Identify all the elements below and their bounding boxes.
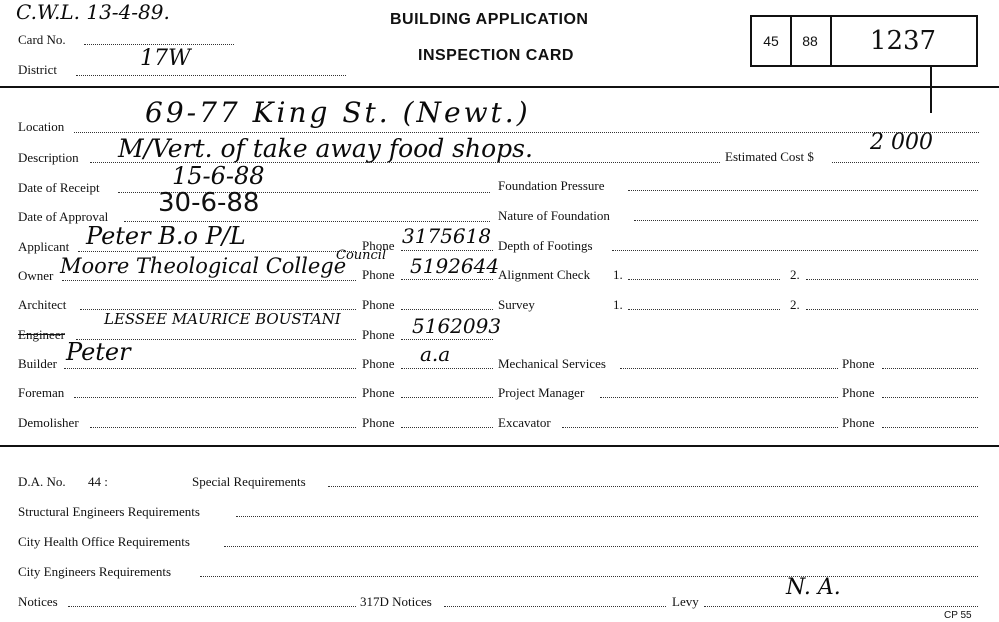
estimated-cost-label: Estimated Cost $ bbox=[725, 149, 814, 164]
applicant-phone-value: 3175618 bbox=[402, 224, 492, 248]
city-engineers-dotline bbox=[200, 576, 978, 577]
applicant-dotline bbox=[78, 251, 356, 252]
notices-dotline bbox=[68, 606, 356, 607]
title-line-2: INSPECTION CARD bbox=[418, 47, 574, 64]
date-approval-value: 30-6-88 bbox=[158, 188, 260, 218]
foreman-phone-dotline bbox=[401, 397, 493, 398]
mechanical-services-label: Mechanical Services bbox=[498, 356, 606, 371]
builder-phone-dotline bbox=[401, 368, 493, 369]
demolisher-phone-dotline bbox=[401, 427, 493, 428]
builder-phone-label: Phone bbox=[362, 356, 395, 371]
alignment-check-two-dotline bbox=[806, 279, 978, 280]
depth-footings-dotline bbox=[612, 250, 978, 251]
nature-foundation-label: Nature of Foundation bbox=[498, 208, 610, 223]
notices-317d-label: 317D Notices bbox=[360, 594, 432, 609]
alignment-check-one-dotline bbox=[628, 279, 780, 280]
demolisher-phone-label: Phone bbox=[362, 415, 395, 430]
applicant-label: Applicant bbox=[18, 239, 70, 254]
owner-phone-label: Phone bbox=[362, 267, 395, 282]
builder-phone-value: a.a bbox=[420, 342, 451, 366]
alignment-check-two: 2. bbox=[790, 267, 800, 282]
structural-dotline bbox=[236, 516, 978, 517]
structural-label: Structural Engineers Requirements bbox=[18, 504, 200, 519]
district-label: District bbox=[18, 62, 57, 77]
foundation-pressure-dotline bbox=[628, 190, 978, 191]
nature-foundation-dotline bbox=[634, 220, 978, 221]
card-no-dotline bbox=[84, 44, 234, 45]
engineer-value: LESSEE MAURICE BOUSTANI bbox=[104, 310, 341, 328]
engineer-phone-label: Phone bbox=[362, 327, 395, 342]
survey-two-dotline bbox=[806, 309, 978, 310]
applicant-phone-dotline bbox=[401, 250, 493, 251]
health-label: City Health Office Requirements bbox=[18, 534, 190, 549]
card-box-a: 45 bbox=[752, 17, 792, 65]
excavator-label: Excavator bbox=[498, 415, 551, 430]
date-receipt-label: Date of Receipt bbox=[18, 180, 100, 195]
foreman-phone-label: Phone bbox=[362, 385, 395, 400]
mechanical-phone-dotline bbox=[882, 368, 978, 369]
foreman-label: Foreman bbox=[18, 385, 65, 400]
location-value: 69-77 King St. (Newt.) bbox=[145, 96, 531, 129]
da-no-value: 44 : bbox=[88, 474, 108, 489]
special-requirements-dotline bbox=[328, 486, 978, 487]
da-no-label: D.A. No. bbox=[18, 474, 66, 489]
engineer-phone-value: 5162093 bbox=[412, 314, 502, 338]
location-dotline bbox=[74, 132, 979, 133]
excavator-dotline bbox=[562, 427, 838, 428]
applicant-value: Peter B.o P/L bbox=[86, 222, 246, 250]
alignment-check-one: 1. bbox=[613, 267, 623, 282]
date-receipt-value: 15-6-88 bbox=[172, 162, 265, 190]
project-manager-label: Project Manager bbox=[498, 385, 585, 400]
card-no-label: Card No. bbox=[18, 32, 66, 47]
owner-phone-dotline bbox=[401, 279, 493, 280]
top-rule bbox=[0, 86, 999, 88]
foundation-pressure-label: Foundation Pressure bbox=[498, 178, 605, 193]
survey-two: 2. bbox=[790, 297, 800, 312]
form-code: CP 55 bbox=[944, 610, 972, 621]
excavator-phone-label: Phone bbox=[842, 415, 875, 430]
owner-dotline bbox=[62, 280, 356, 281]
architect-phone-dotline bbox=[401, 309, 493, 310]
notices-label: Notices bbox=[18, 594, 58, 609]
pen-stroke bbox=[930, 67, 932, 113]
location-label: Location bbox=[18, 119, 65, 134]
description-label: Description bbox=[18, 150, 79, 165]
top-note: C.W.L. 13-4-89. bbox=[16, 0, 170, 24]
levy-value: N. A. bbox=[786, 575, 841, 600]
owner-value: Moore Theological College bbox=[60, 254, 347, 278]
notices-317d-dotline bbox=[444, 606, 666, 607]
card-box-number: 1237 bbox=[869, 26, 937, 56]
city-engineers-label: City Engineers Requirements bbox=[18, 564, 172, 579]
mechanical-services-dotline bbox=[620, 368, 838, 369]
special-requirements-label: Special Requirements bbox=[192, 474, 306, 489]
applicant-phone-label: Phone bbox=[362, 238, 395, 253]
estimated-cost-value: 2 000 bbox=[870, 130, 933, 155]
demolisher-dotline bbox=[90, 427, 356, 428]
architect-phone-label: Phone bbox=[362, 297, 395, 312]
district-dotline bbox=[76, 75, 346, 76]
engineer-phone-dotline bbox=[401, 339, 493, 340]
builder-dotline bbox=[64, 368, 356, 369]
levy-label: Levy bbox=[672, 594, 699, 609]
builder-label: Builder bbox=[18, 356, 57, 371]
middle-rule bbox=[0, 445, 999, 447]
depth-footings-label: Depth of Footings bbox=[498, 238, 593, 253]
card-number-box bbox=[750, 15, 978, 67]
description-value: M/Vert. of take away food shops. bbox=[118, 134, 533, 163]
card-box-b: 88 bbox=[790, 17, 832, 65]
demolisher-label: Demolisher bbox=[18, 415, 79, 430]
mechanical-phone-label: Phone bbox=[842, 356, 875, 371]
owner-phone-value: 5192644 bbox=[410, 254, 500, 278]
builder-value: Peter bbox=[66, 338, 131, 366]
foreman-dotline bbox=[74, 397, 356, 398]
project-manager-phone-dotline bbox=[882, 397, 978, 398]
date-approval-label: Date of Approval bbox=[18, 209, 109, 224]
survey-one: 1. bbox=[613, 297, 623, 312]
owner-label: Owner bbox=[18, 268, 54, 283]
owner-note: Council bbox=[336, 248, 387, 263]
title-line-1: BUILDING APPLICATION bbox=[390, 11, 589, 28]
survey-one-dotline bbox=[628, 309, 780, 310]
project-manager-dotline bbox=[600, 397, 838, 398]
health-dotline bbox=[224, 546, 978, 547]
architect-label: Architect bbox=[18, 297, 67, 312]
alignment-check-label: Alignment Check bbox=[498, 267, 591, 282]
estimated-cost-dotline bbox=[832, 162, 979, 163]
levy-dotline bbox=[704, 606, 978, 607]
engineer-label: Engineer bbox=[18, 327, 65, 342]
excavator-phone-dotline bbox=[882, 427, 978, 428]
survey-label: Survey bbox=[498, 297, 535, 312]
project-manager-phone-label: Phone bbox=[842, 385, 875, 400]
district-value: 17W bbox=[140, 46, 191, 71]
